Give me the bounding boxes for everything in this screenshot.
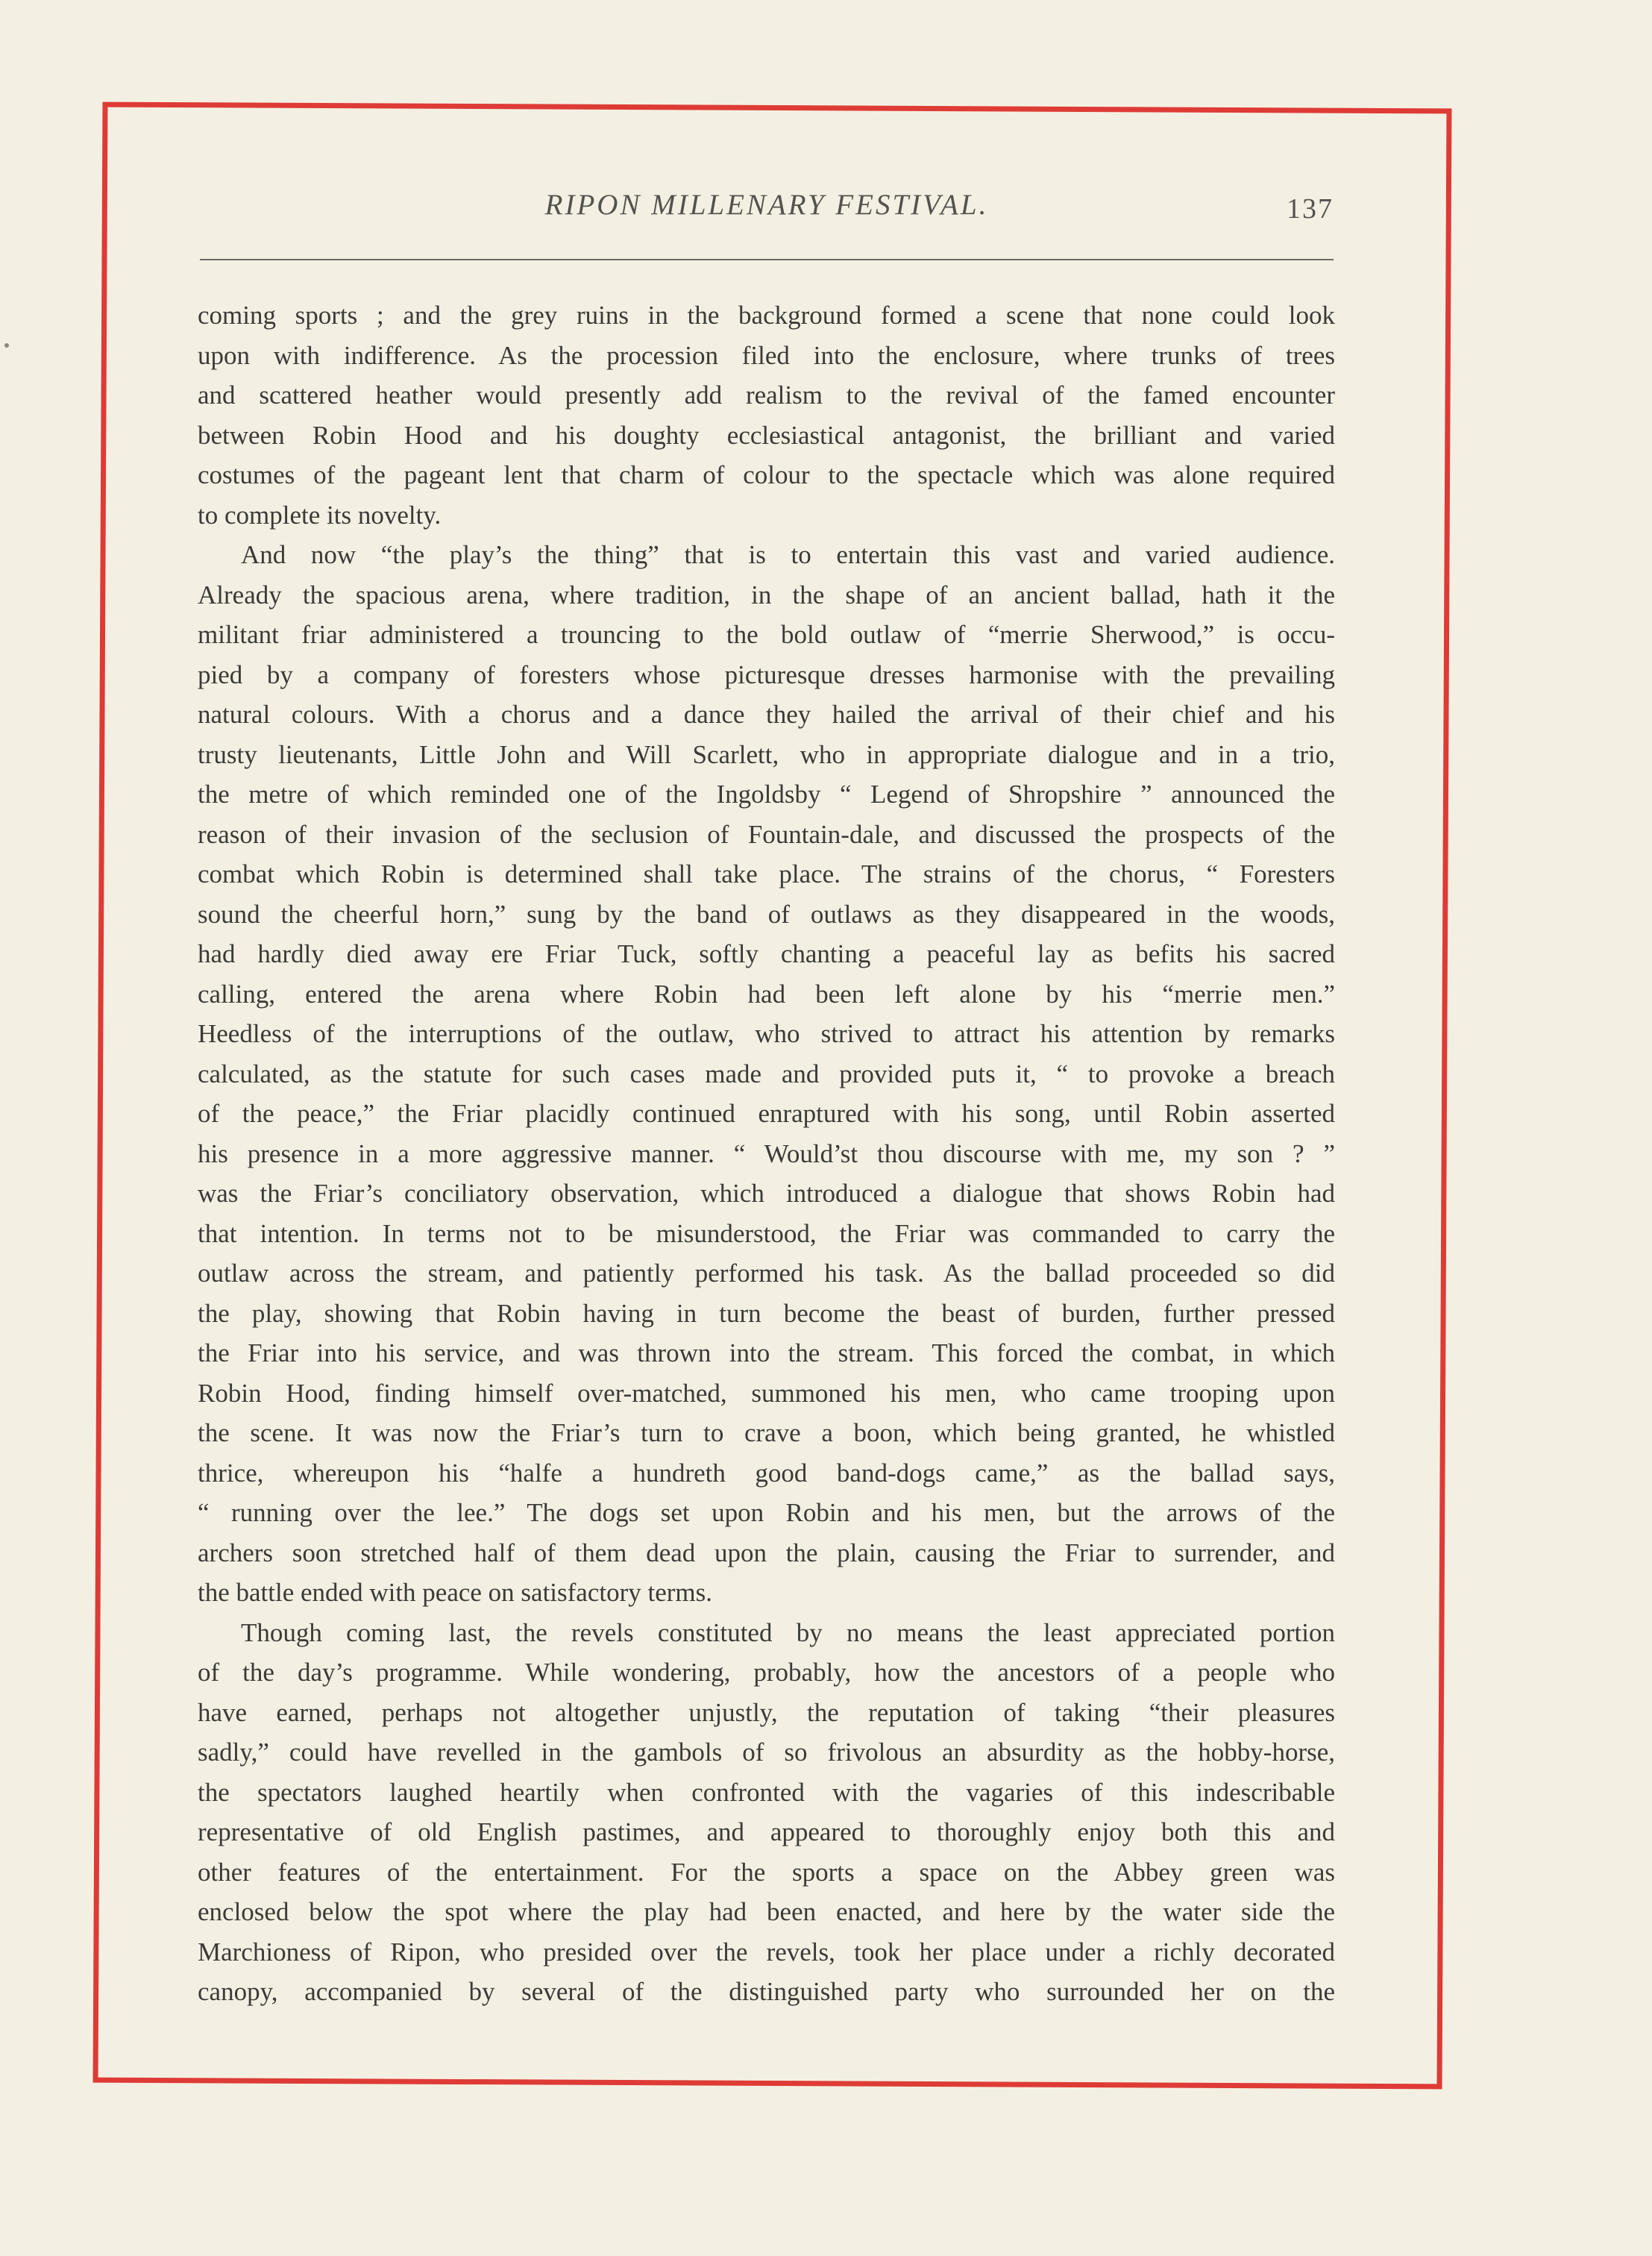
text-line: And now “the play’s the thing” that is to entertain this vast and varied audience. [241, 540, 1335, 569]
text-line: canopy, accompanied by several of the distinguished party who surrounded her on the [198, 1977, 1335, 2006]
text-line: of the peace,” the Friar placidly continued enraptured with his song, until Robin asserted [198, 1099, 1335, 1128]
text-line: upon with indifference. As the procession filed into the enclosure, where trunks of trees [198, 340, 1335, 370]
text-line: had hardly died away ere Friar Tuck, softly chanting a peaceful lay as befits his sacred [198, 939, 1335, 968]
text-line: natural colours. With a chorus and a dance they hailed the arrival of their chief and his [198, 700, 1335, 729]
text-line: Though coming last, the revels constituted by no means the least appreciated portion [241, 1617, 1335, 1647]
text-line: between Robin Hood and his doughty ecclesiastical antagonist, the brilliant and varied [198, 420, 1335, 450]
text-line: the scene. It was now the Friar’s turn to crave a boon, which being granted, he whistled [198, 1418, 1335, 1447]
text-line: trusty lieutenants, Little John and Will Scarlett, who in appropriate dialogue and in a trio, [198, 739, 1335, 769]
text-line: militant friar administered a trouncing to the bold outlaw of “merrie Sherwood,” is occu- [198, 620, 1335, 649]
text-line: the battle ended with peace on satisfactory terms. [198, 1578, 713, 1607]
text-line: “ running over the lee.” The dogs set upon Robin and his men, but the arrows of the [198, 1498, 1335, 1527]
text-line: was the Friar’s conciliatory observation, which introduced a dialogue that shows Robin had [198, 1179, 1335, 1208]
text-line: other features of the entertainment. For the sports a space on the Abbey green was [198, 1857, 1335, 1887]
running-title: RIPON MILLENARY FESTIVAL. [544, 189, 989, 221]
text-line: and scattered heather would presently add realism to the revival of the famed encounter [198, 380, 1335, 410]
text-line: that intention. In terms not to be misunderstood, the Friar was commanded to carry the [198, 1218, 1335, 1248]
body-text [198, 295, 1335, 2012]
text-line: calling, entered the arena where Robin had been left alone by his “merrie men.” [198, 979, 1335, 1009]
header-rule [200, 259, 1334, 260]
text-line: Already the spacious arena, where tradition, in the shape of an ancient ballad, hath it the [198, 580, 1335, 610]
running-header [200, 182, 1334, 234]
text-line: outlaw across the stream, and patiently performed his task. As the ballad proceeded so did [198, 1259, 1335, 1288]
text-line: sound the cheerful horn,” sung by the band of outlaws as they disappeared in the woods, [198, 899, 1335, 929]
text-line: archers soon stretched half of them dead upon the plain, causing the Friar to surrender, and [198, 1538, 1335, 1567]
text-line: the metre of which reminded one of the Ingoldsby “ Legend of Shropshire ” announced the [198, 780, 1335, 809]
text-line: Robin Hood, finding himself over-matched, summoned his men, who came trooping upon [198, 1378, 1335, 1408]
text-line: representative of old English pastimes, and appeared to thoroughly enjoy both this and [198, 1817, 1335, 1846]
text-line: combat which Robin is determined shall take place. The strains of the chorus, “ Foresters [198, 859, 1335, 889]
text-line: have earned, perhaps not altogether unjustly, the reputation of taking “their pleasures [198, 1697, 1335, 1727]
text-line: Heedless of the interruptions of the outlaw, who strived to attract his attention by remarks [198, 1019, 1335, 1048]
text-line: enclosed below the spot where the play had been enacted, and here by the water side the [198, 1897, 1335, 1926]
margin-speck [4, 343, 9, 348]
text-line: his presence in a more aggressive manner. “ Would’st thou discourse with me, my son ? ” [198, 1138, 1335, 1168]
text-line: the spectators laughed heartily when confronted with the vagaries of this indescribable [198, 1777, 1335, 1807]
text-line: calculated, as the statute for such cases made and provided puts it, “ to provoke a breach [198, 1059, 1335, 1088]
text-line: costumes of the pageant lent that charm of colour to the spectacle which was alone required [198, 460, 1335, 489]
text-line: sadly,” could have revelled in the gambols of so frivolous an absurdity as the hobby-horse, [198, 1738, 1335, 1767]
text-line: pied by a company of foresters whose picturesque dresses harmonise with the prevailing [198, 659, 1335, 689]
text-line: to complete its novelty. [198, 500, 442, 530]
text-line: Marchioness of Ripon, who presided over the revels, took her place under a richly decorated [198, 1937, 1335, 1967]
text-line: the play, showing that Robin having in turn become the beast of burden, further pressed [198, 1298, 1335, 1328]
page-number: 137 [1287, 193, 1334, 225]
text-line: thrice, whereupon his “halfe a hundreth good band-dogs came,” as the ballad says, [198, 1458, 1335, 1488]
text-line: of the day’s programme. While wondering, probably, how the ancestors of a people who [198, 1658, 1335, 1687]
text-line: coming sports ; and the grey ruins in the background formed a scene that none could look [198, 301, 1335, 330]
text-line: the Friar into his service, and was thrown into the stream. This forced the combat, in which [198, 1338, 1335, 1367]
text-line: reason of their invasion of the seclusion of Fountain-dale, and discussed the prospects of the [198, 819, 1335, 849]
